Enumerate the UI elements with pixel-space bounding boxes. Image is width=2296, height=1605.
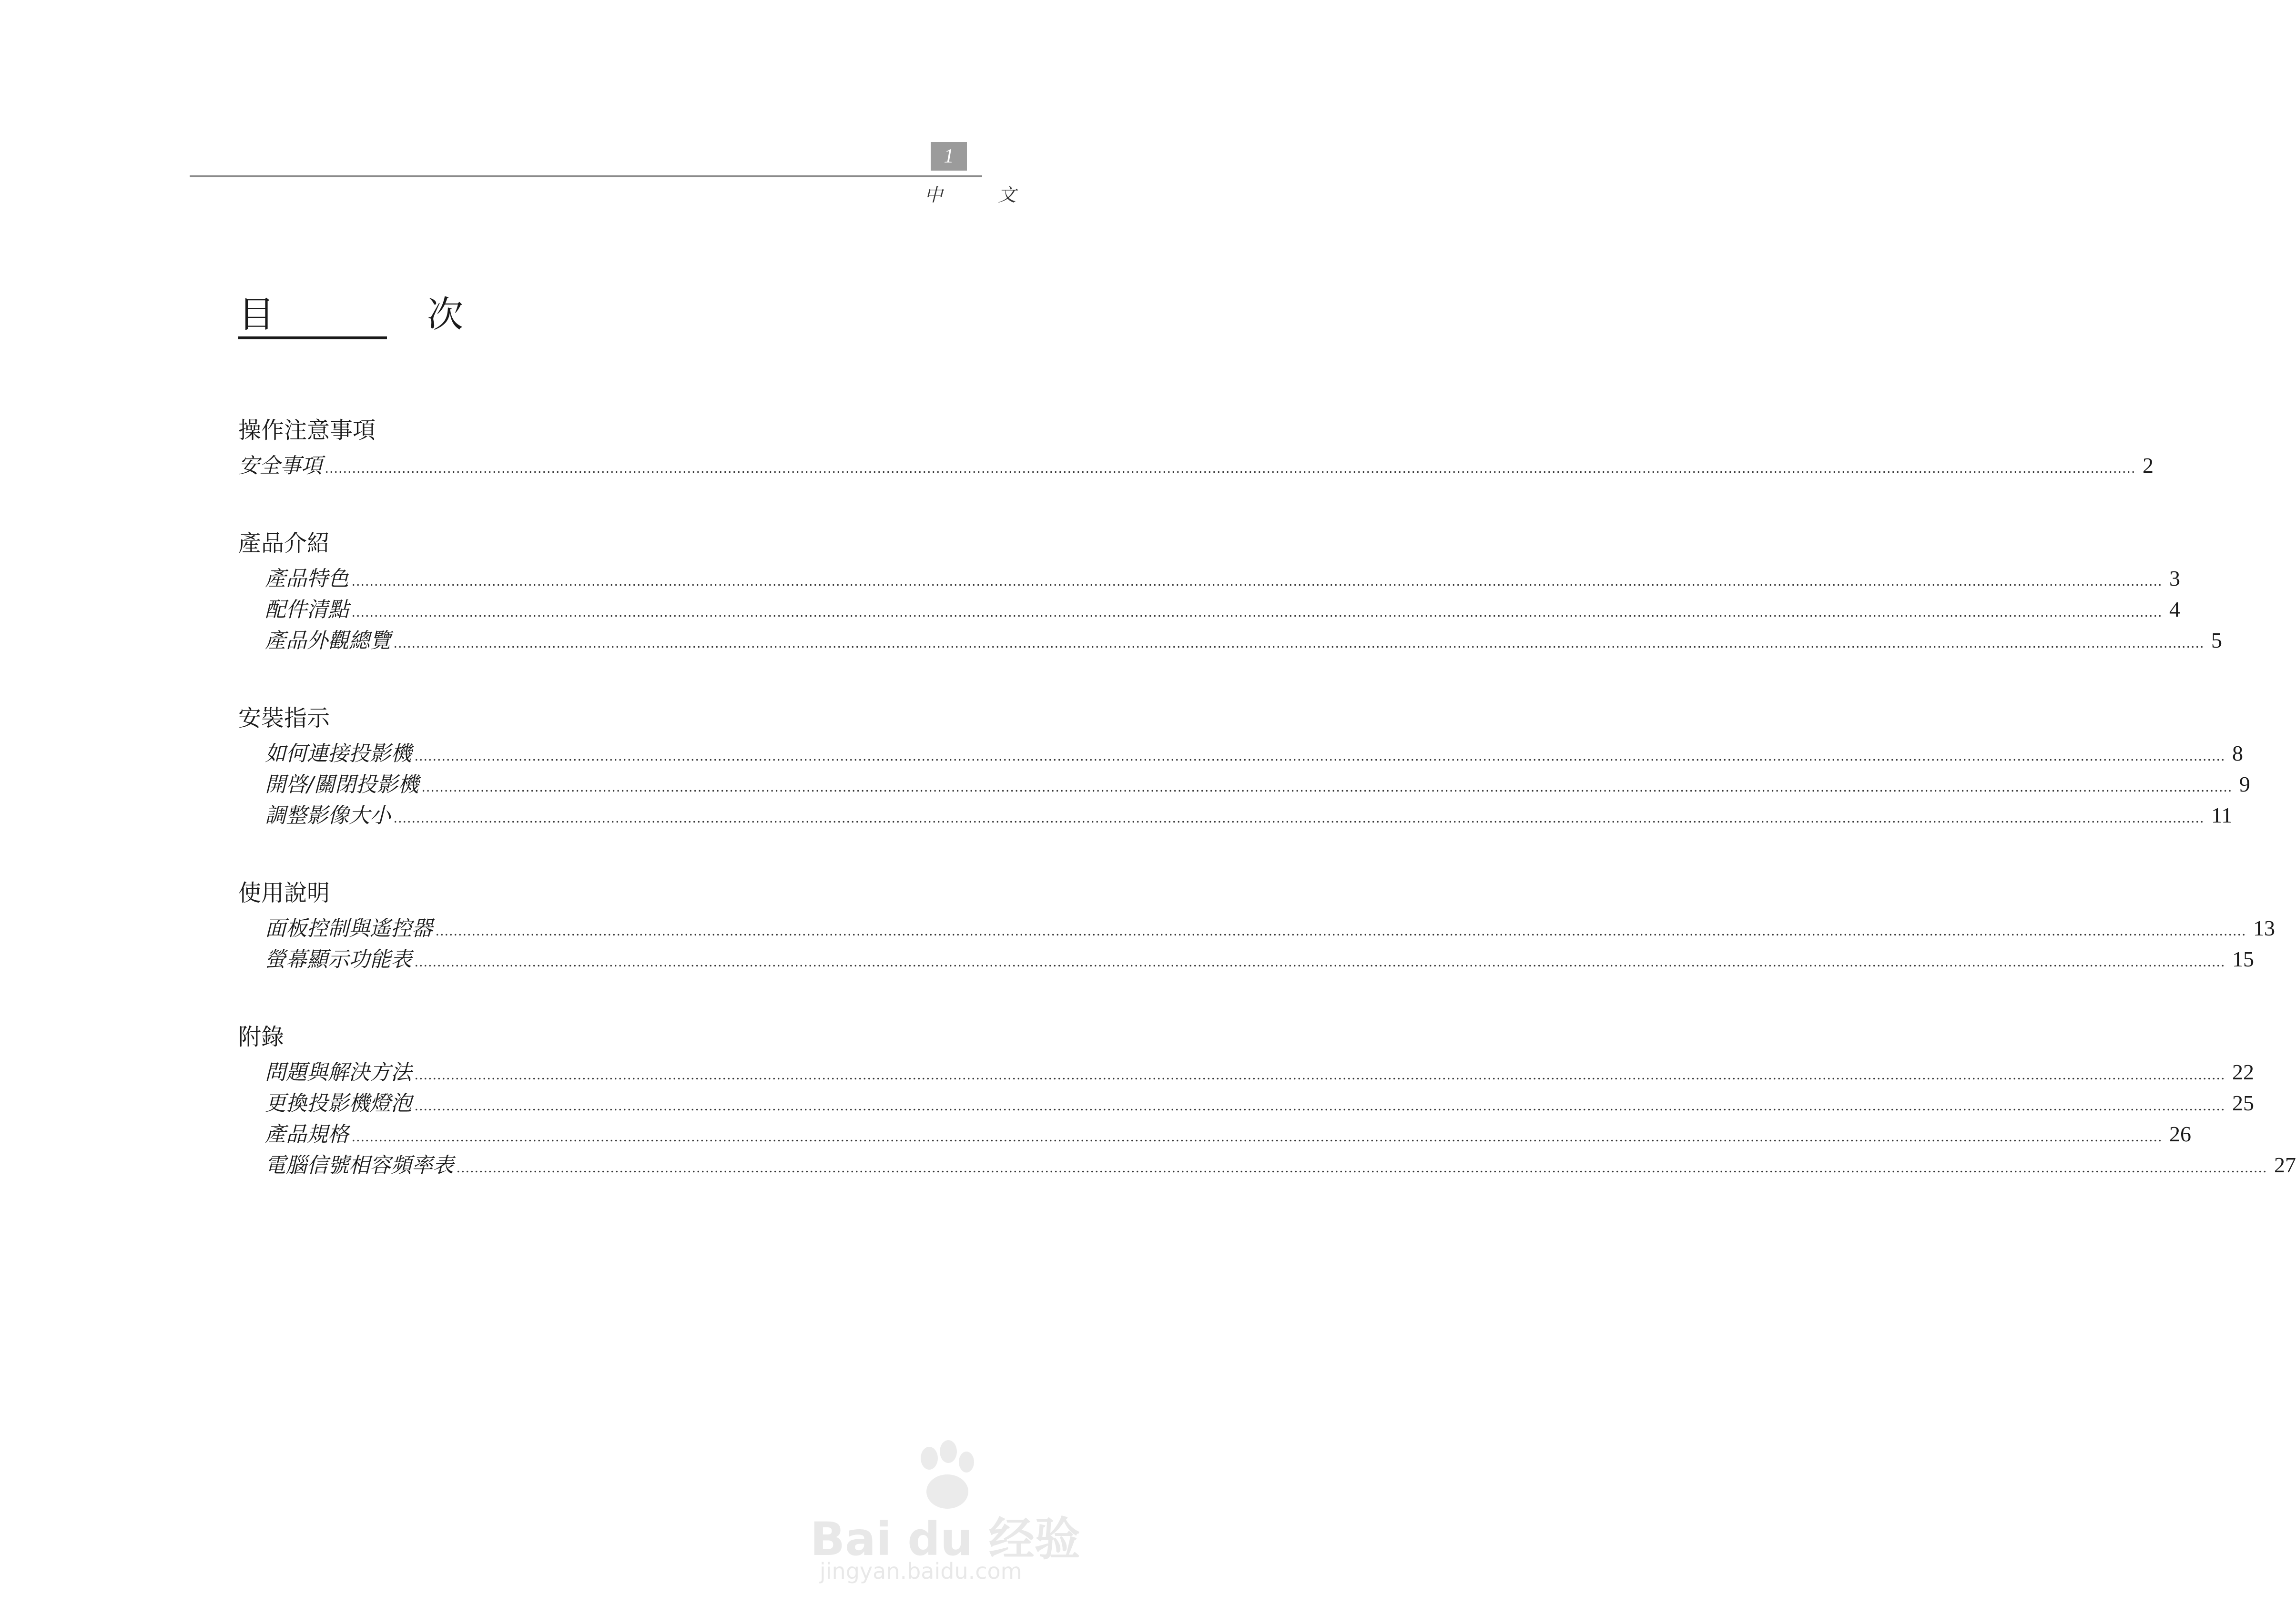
toc-entry-page: 15 bbox=[2232, 947, 2254, 971]
toc-entry-page: 5 bbox=[2211, 628, 2222, 652]
toc-entry-page: 22 bbox=[2232, 1060, 2254, 1084]
toc-section bbox=[238, 877, 2275, 975]
toc-entry[interactable] bbox=[238, 450, 2154, 481]
toc-section bbox=[238, 528, 2222, 656]
section-heading: 附錄 bbox=[238, 1024, 284, 1050]
toc-entry-label: 面板控制與遙控器 bbox=[265, 916, 433, 941]
toc-entry[interactable] bbox=[238, 1149, 2296, 1180]
dot-leader: ................................................................................................................................................................................................................................................................................................................................................................................................................ bbox=[415, 1098, 2225, 1114]
toc-title-underline bbox=[238, 336, 387, 339]
section-heading: 產品介紹 bbox=[238, 530, 330, 557]
language-label: 中 文 bbox=[924, 184, 1041, 205]
toc-entry[interactable] bbox=[238, 1118, 2191, 1149]
toc-entry[interactable] bbox=[238, 1087, 2254, 1118]
header-rule bbox=[190, 175, 982, 177]
toc-entry-label: 更換投影機燈泡 bbox=[265, 1091, 412, 1116]
toc-entry-label: 電腦信號相容頻率表 bbox=[265, 1153, 454, 1178]
section-heading: 操作注意事項 bbox=[238, 417, 376, 444]
toc-entry[interactable] bbox=[238, 563, 2180, 594]
dot-leader: ................................................................................................................................................................................................................................................................................................................................................................................................................ bbox=[352, 1129, 2163, 1145]
dot-leader: ................................................................................................................................................................................................................................................................................................................................................................................................................ bbox=[394, 635, 2205, 651]
toc-entry[interactable] bbox=[238, 738, 2243, 769]
paw-icon bbox=[910, 1439, 982, 1515]
toc-entry[interactable] bbox=[238, 800, 2233, 831]
toc-entry-page: 26 bbox=[2169, 1122, 2191, 1146]
toc-entry-page: 3 bbox=[2169, 566, 2180, 590]
dot-leader: ................................................................................................................................................................................................................................................................................................................................................................................................................ bbox=[436, 923, 2246, 939]
toc-entry-label: 開啓/關閉投影機 bbox=[265, 772, 419, 797]
dot-leader: ................................................................................................................................................................................................................................................................................................................................................................................................................ bbox=[415, 1067, 2225, 1083]
toc-section bbox=[238, 415, 2154, 481]
toc-entry-label: 調整影像大小 bbox=[265, 803, 391, 828]
dot-leader: ................................................................................................................................................................................................................................................................................................................................................................................................................ bbox=[394, 810, 2205, 826]
dot-leader: ................................................................................................................................................................................................................................................................................................................................................................................................................ bbox=[457, 1160, 2267, 1176]
toc-entry-label: 如何連接投影機 bbox=[265, 742, 412, 766]
toc-entry-page: 27 bbox=[2274, 1153, 2296, 1177]
toc-entry-page: 13 bbox=[2253, 916, 2275, 940]
toc-entry[interactable] bbox=[238, 625, 2222, 656]
dot-leader: ................................................................................................................................................................................................................................................................................................................................................................................................................ bbox=[415, 954, 2225, 970]
dot-leader: ................................................................................................................................................................................................................................................................................................................................................................................................................ bbox=[352, 604, 2163, 620]
watermark bbox=[810, 1439, 1080, 1584]
dot-leader: ................................................................................................................................................................................................................................................................................................................................................................................................................ bbox=[415, 748, 2225, 764]
toc-section bbox=[238, 1021, 2296, 1180]
toc-entry-label: 產品規格 bbox=[265, 1122, 349, 1147]
toc-entry-label: 螢幕顯示功能表 bbox=[265, 947, 412, 972]
toc-entry[interactable] bbox=[238, 1056, 2254, 1087]
toc-entry[interactable] bbox=[238, 769, 2250, 800]
page-number: 1 bbox=[931, 142, 967, 171]
toc-entry-page: 25 bbox=[2232, 1091, 2254, 1115]
toc-entry[interactable] bbox=[238, 913, 2275, 944]
toc-entry-label: 問題與解決方法 bbox=[265, 1060, 412, 1085]
dot-leader: ................................................................................................................................................................................................................................................................................................................................................................................................................ bbox=[325, 460, 2136, 476]
toc-entry-page: 4 bbox=[2169, 597, 2180, 621]
dot-leader: ................................................................................................................................................................................................................................................................................................................................................................................................................ bbox=[421, 779, 2233, 795]
dot-leader: ................................................................................................................................................................................................................................................................................................................................................................................................................ bbox=[352, 573, 2163, 589]
watermark-brand: Bai du 经验 bbox=[810, 1513, 1080, 1566]
table-of-contents bbox=[238, 415, 2296, 1227]
toc-entry-page: 2 bbox=[2143, 453, 2154, 477]
watermark-url: jingyan.baidu.com bbox=[820, 1558, 1022, 1584]
section-heading: 使用說明 bbox=[238, 880, 330, 906]
toc-entry-label: 產品特色 bbox=[265, 567, 349, 591]
toc-entry[interactable] bbox=[238, 944, 2254, 975]
toc-entry-page: 8 bbox=[2232, 741, 2243, 765]
toc-entry-page: 9 bbox=[2239, 772, 2250, 796]
toc-title: 目 次 bbox=[238, 293, 534, 335]
section-heading: 安裝指示 bbox=[238, 705, 330, 731]
toc-entry-label: 安全事項 bbox=[238, 454, 322, 478]
toc-entry-label: 配件清點 bbox=[265, 598, 349, 622]
toc-entry-page: 11 bbox=[2211, 803, 2233, 827]
toc-entry[interactable] bbox=[238, 594, 2180, 625]
toc-entry-label: 產品外觀總覽 bbox=[265, 629, 391, 653]
toc-section bbox=[238, 702, 2250, 831]
